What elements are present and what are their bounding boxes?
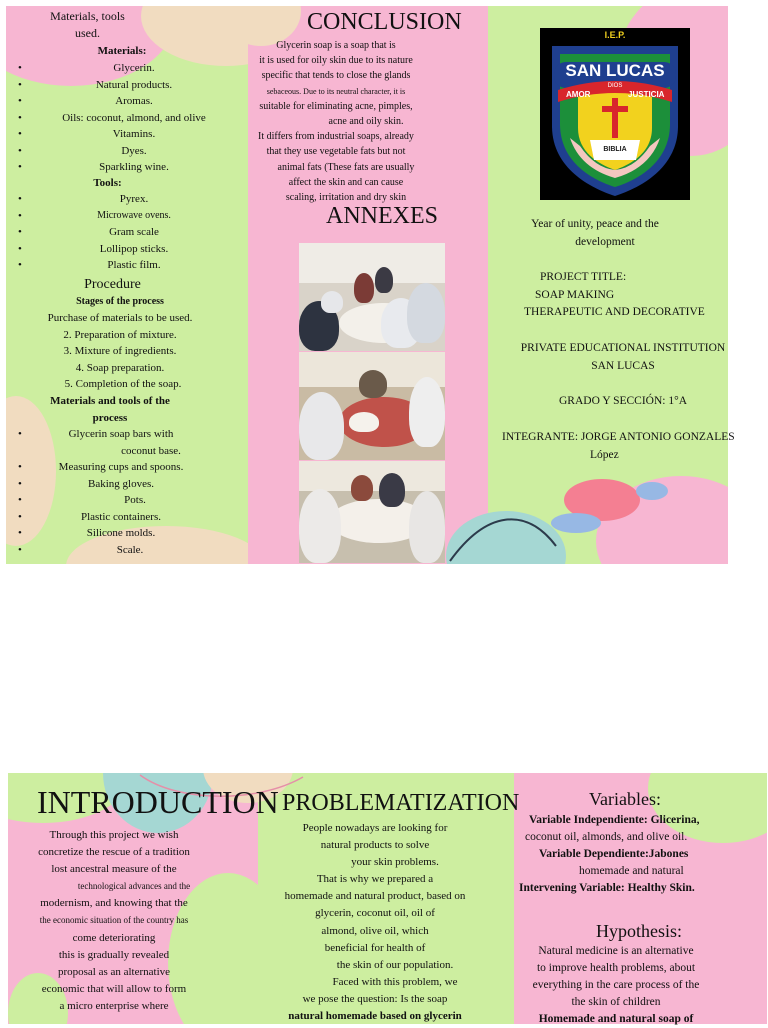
list-item: coconut base. (121, 444, 181, 457)
introduction-title: INTRODUCTION (37, 784, 279, 820)
crest-biblia: BIBLIA (603, 146, 627, 153)
hypothesis-title: Hypothesis: (596, 921, 683, 941)
crest-justicia: JUSTICIA (628, 90, 665, 99)
variables-text: Variable Independiente: Glicerina, coconut oil, almonds, and olive oil. Variable Dependiente:Jabones homemade and natural Intervening Variable: Healthy Skin. (519, 814, 700, 895)
list-item: • Scale. (36, 542, 206, 559)
list-item: • Glycerin soap bars with (36, 426, 206, 443)
list-item: 4. Soap preparation. (75, 361, 165, 374)
annex-photo-3 (299, 461, 445, 563)
list-item: • Silicone molds. (36, 525, 206, 542)
list-item: Purchase of materials to be used. (47, 312, 193, 324)
conclusion-text: Glycerin soap is a soap that is it is used for oily skin due to its nature specific that tends to close the glands sebaceous. Due to its neutral character, it is suitable for eliminating acne, pimples, acne and oily skin. It differs from industrial soaps, already that they use vegetable fats but not animal fats (These fats are usually affect the skin and can cause scaling, irritation and dry skin (258, 40, 415, 204)
crest-name: SAN LUCAS (565, 61, 665, 80)
list-item: • Natural products. (36, 77, 232, 94)
problematization-title: PROBLEMATIZATION (282, 790, 520, 816)
annex-photo-2 (299, 352, 445, 460)
list-item: 5. Completion of the soap. (64, 378, 182, 390)
list-item: • Lollipop sticks. (36, 241, 232, 258)
materials-heading: Materials: (97, 45, 147, 57)
list-item: • Microwave ovens. (36, 208, 232, 225)
crest-dios: DIOS (607, 83, 623, 89)
list-item: • Baking gloves. (36, 476, 206, 493)
tools-heading: Tools: (93, 177, 122, 189)
conclusion-title: CONCLUSION (307, 9, 462, 35)
list-item: • Pots. (36, 492, 206, 509)
variables-title: Variables: (589, 789, 661, 809)
institution-name: PRIVATE EDUCATIONAL INSTITUTION SAN LUCAS (520, 342, 726, 372)
materials-list (36, 60, 232, 176)
stages-heading: Stages of the process (76, 296, 164, 307)
list-item: • Oils: coconut, almond, and olive (36, 110, 232, 127)
project-title-block: PROJECT TITLE: SOAP MAKING THERAPEUTIC AND DECORATIVE (524, 271, 705, 318)
tools-list (36, 191, 232, 274)
procedure-heading: Procedure (84, 277, 141, 292)
annex-photo-1 (299, 243, 445, 351)
list-item: • Vitamins. (36, 126, 232, 143)
list-item: • Sparkling wine. (36, 159, 232, 176)
stages-list (10, 310, 230, 393)
process-materials-heading: Materials and tools of the process (50, 395, 170, 424)
decor-curve (446, 506, 596, 564)
decor-bubbles (636, 482, 668, 500)
introduction-text: Through this project we wish concretize the rescue of a tradition lost ancestral measure of the technological advances and the modernism, and knowing that the the economic situation of the country has come deteriorating this is gradually revealed proposal as an alternative economic that will allow to form a micro enterprise where (38, 829, 191, 1012)
materials-tools-header: Materials, tools used. (50, 9, 125, 40)
school-crest (540, 28, 690, 200)
hypothesis-text: Natural medicine is an alternative to improve health problems, about everything in the care process of the the skin of children Homemade and natural soap of (532, 945, 700, 1026)
list-item: • Glycerin. (36, 60, 232, 77)
list-item: • Plastic film. (36, 257, 232, 274)
list-item: • Measuring cups and spoons. (36, 459, 206, 476)
list-item: 3. Mixture of ingredients. (63, 345, 177, 357)
process-items-list (36, 426, 206, 558)
list-item: • Aromas. (36, 93, 232, 110)
crest-amor: AMOR (566, 90, 591, 99)
member-name: INTEGRANTE: JORGE ANTONIO GONZALES López (502, 431, 735, 461)
annexes-title: ANNEXES (326, 203, 438, 229)
list-item: • Gram scale (36, 224, 232, 241)
grade-section: GRADO Y SECCIÓN: 1°A (558, 395, 688, 407)
list-item: • Plastic containers. (36, 509, 206, 526)
year-motto: Year of unity, peace and the development (531, 218, 659, 248)
crest-shield-icon (540, 28, 690, 200)
crest-top-text: I.E.P. (604, 30, 626, 40)
list-item: • Pyrex. (36, 191, 232, 208)
list-item: • Dyes. (36, 143, 232, 160)
list-item: 2. Preparation of mixture. (63, 328, 177, 341)
problematization-text: People nowadays are looking for natural products to solve your skin problems. That is why we prepared a homemade and natural product, based on glycerin, coconut oil, oil of almond, olive oil, which beneficial for health of the skin of our population. Faced with this problem, we we pose the question: Is the soap natural homemade based on glycerin (284, 822, 466, 1023)
